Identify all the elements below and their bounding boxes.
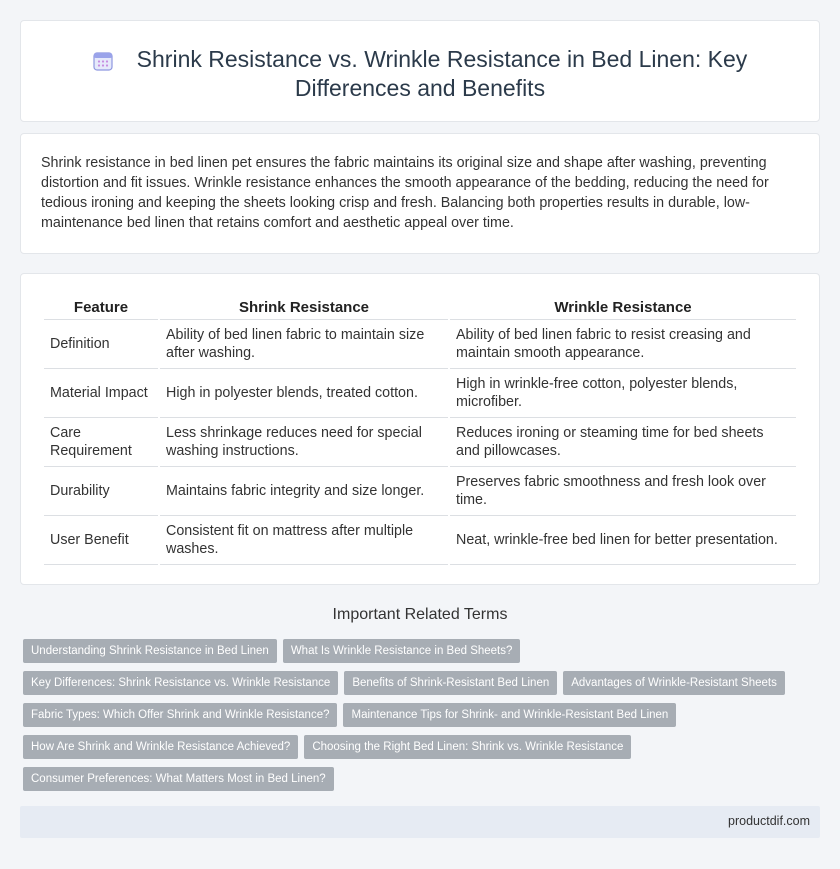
table-row: [44, 516, 796, 565]
comparison-table: [42, 295, 798, 565]
header-feature: Feature: [44, 295, 158, 320]
shrink-cell: Less shrinkage reduces need for special washing instructions.: [160, 418, 448, 467]
feature-cell: User Benefit: [44, 516, 158, 565]
table-row: [44, 418, 796, 467]
table-header-row: [44, 295, 796, 320]
wrinkle-cell: High in wrinkle-free cotton, polyester blends, microfiber.: [450, 369, 796, 418]
table-row: [44, 369, 796, 418]
shrink-cell: High in polyester blends, treated cotton.: [160, 369, 448, 418]
feature-cell: Care Requirement: [44, 418, 158, 467]
related-tag[interactable]: Consumer Preferences: What Matters Most in Bed Linen?: [23, 767, 334, 791]
related-tags: [23, 639, 823, 799]
header-card: [20, 20, 820, 122]
shrink-cell: Maintains fabric integrity and size longer.: [160, 467, 448, 516]
wrinkle-cell: Preserves fabric smoothness and fresh look over time.: [450, 467, 796, 516]
related-tag[interactable]: Understanding Shrink Resistance in Bed Linen: [23, 639, 277, 663]
comparison-card: [20, 273, 820, 585]
wrinkle-cell: Reduces ironing or steaming time for bed sheets and pillowcases.: [450, 418, 796, 467]
shrink-cell: Ability of bed linen fabric to maintain size after washing.: [160, 320, 448, 369]
feature-cell: Durability: [44, 467, 158, 516]
header-wrinkle: Wrinkle Resistance: [450, 295, 796, 320]
intro-card: [20, 133, 820, 254]
intro-paragraph: Shrink resistance in bed linen pet ensures the fabric maintains its original size and shape after washing, preventing distortion and fit issues. Wrinkle resistance enhances the smooth appearance of the bedding, reducing the need for tedious ironing and keeping the sheets looking crisp and fresh. Balancing both properties results in durable, low-maintenance bed linen that retains comfort and aesthetic appeal over time.: [41, 155, 769, 231]
related-tag[interactable]: Key Differences: Shrink Resistance vs. Wrinkle Resistance: [23, 671, 338, 695]
header: [21, 45, 819, 103]
footer: [20, 806, 820, 838]
related-tag[interactable]: Choosing the Right Bed Linen: Shrink vs. Wrinkle Resistance: [304, 735, 631, 759]
related-tag[interactable]: Advantages of Wrinkle-Resistant Sheets: [563, 671, 785, 695]
page-title: [70, 45, 770, 103]
header-shrink: Shrink Resistance: [160, 295, 448, 320]
wrinkle-cell: Neat, wrinkle-free bed linen for better presentation.: [450, 516, 796, 565]
related-tag[interactable]: How Are Shrink and Wrinkle Resistance Achieved?: [23, 735, 298, 759]
related-tag[interactable]: What Is Wrinkle Resistance in Bed Sheets?: [283, 639, 521, 663]
related-tag[interactable]: Fabric Types: Which Offer Shrink and Wrinkle Resistance?: [23, 703, 337, 727]
footer-site-link[interactable]: productdif.com: [728, 814, 810, 828]
table-row: [44, 320, 796, 369]
related-tag[interactable]: Maintenance Tips for Shrink- and Wrinkle-Resistant Bed Linen: [343, 703, 676, 727]
calendar-icon: [93, 51, 113, 71]
related-tag[interactable]: Benefits of Shrink-Resistant Bed Linen: [344, 671, 557, 695]
feature-cell: Material Impact: [44, 369, 158, 418]
table-row: [44, 467, 796, 516]
page-title-text: Shrink Resistance vs. Wrinkle Resistance in Bed Linen: Key Differences and Benefits: [136, 46, 748, 101]
related-terms-title: Important Related Terms: [332, 606, 508, 623]
feature-cell: Definition: [44, 320, 158, 369]
shrink-cell: Consistent fit on mattress after multiple washes.: [160, 516, 448, 565]
wrinkle-cell: Ability of bed linen fabric to resist creasing and maintain smooth appearance.: [450, 320, 796, 369]
